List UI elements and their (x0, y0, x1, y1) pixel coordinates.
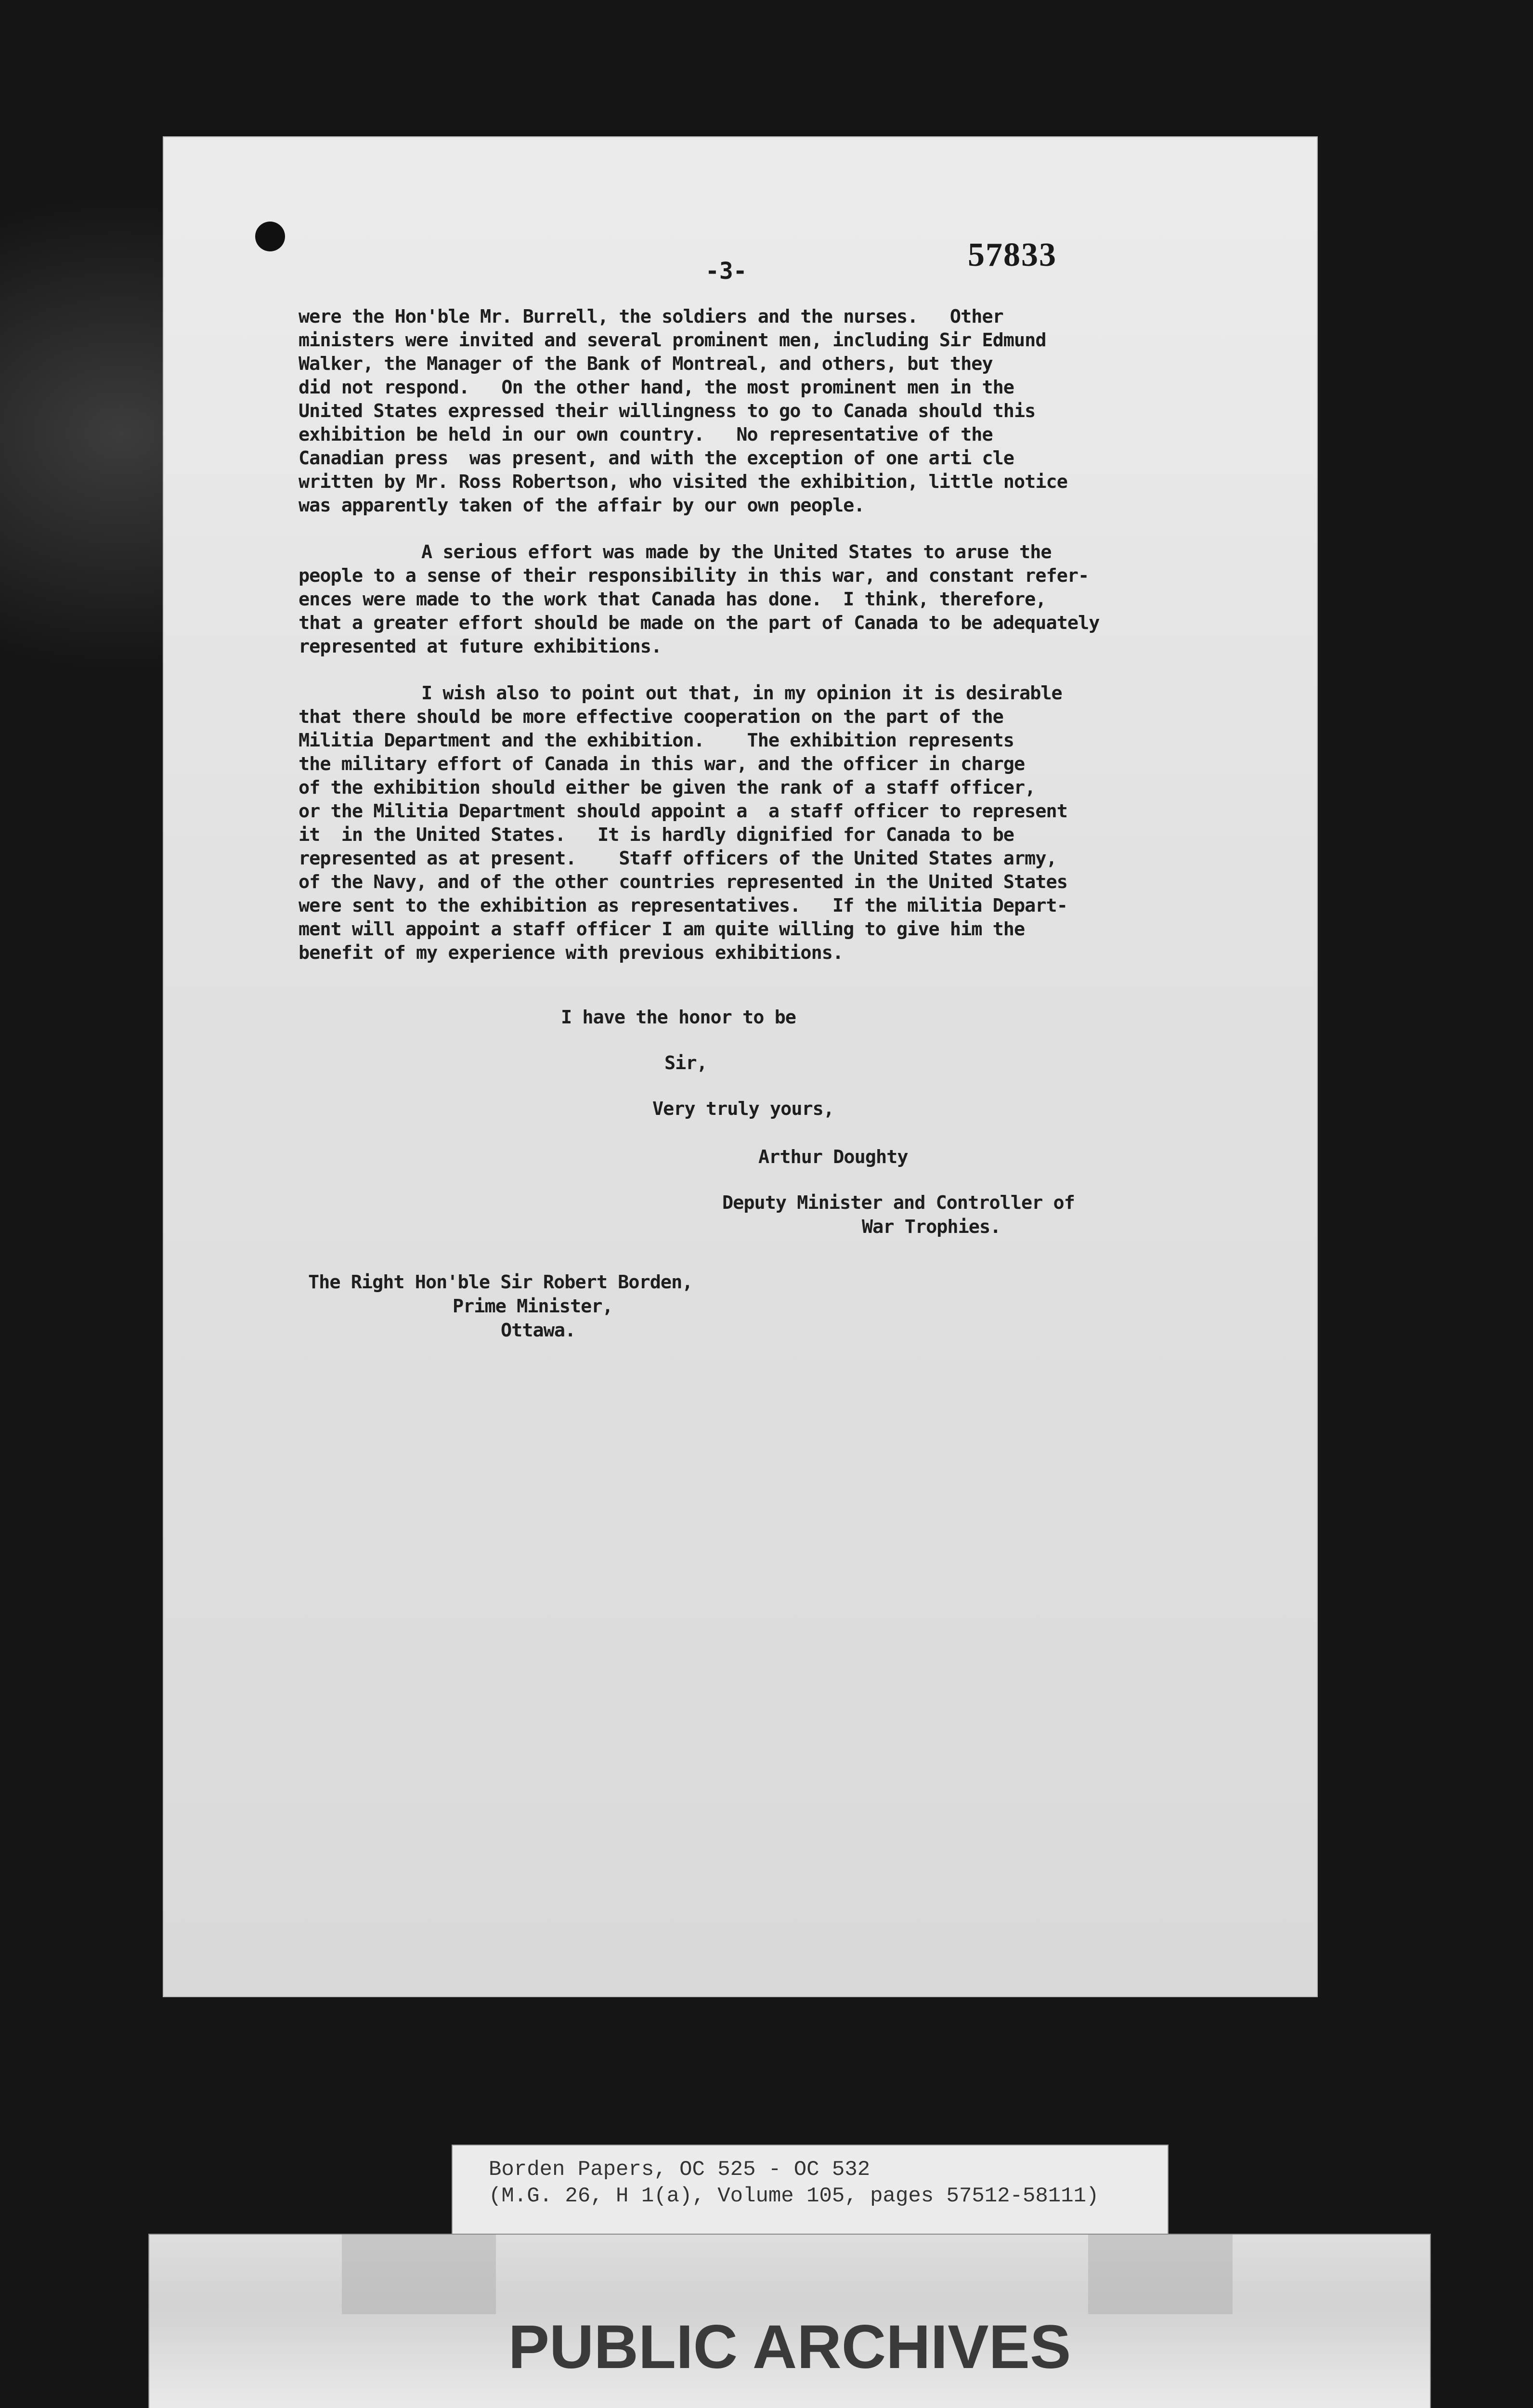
text-line: were sent to the exhibition as representatives. If the militia Depart- (299, 895, 1067, 916)
text-line: ministers were invited and several prominent men, including Sir Edmund (299, 329, 1046, 351)
signature: Arthur Doughty (758, 1146, 908, 1168)
text-line: were the Hon'ble Mr. Burrell, the soldiers and the nurses. Other (299, 306, 1003, 327)
archive-reference-line: (M.G. 26, H 1(a), Volume 105, pages 57512-58111) (489, 2184, 1099, 2208)
salutation: Sir, (664, 1052, 707, 1074)
text-line: I wish also to point out that, in my opinion it is desirable (421, 682, 1062, 704)
closing-line: I have the honor to be (561, 1007, 796, 1028)
document-page (164, 137, 1317, 1996)
text-line: that there should be more effective cooperation on the part of the (299, 706, 1003, 728)
banner-title-english: PUBLIC ARCHIVES (508, 2313, 1071, 2382)
letter-body (299, 305, 1334, 965)
text-line: exhibition be held in our own country. No representative of the (299, 424, 993, 445)
signatory-title: Deputy Minister and Controller of (722, 1192, 1075, 1214)
text-line: A serious effort was made by the United States to aruse the (421, 541, 1052, 563)
text-line: ences were made to the work that Canada has done. I think, therefore, (299, 589, 1046, 610)
text-line: that a greater effort should be made on the part of Canada to be adequately (299, 612, 1100, 634)
page-marker: -3- (705, 258, 747, 285)
text-line: was apparently taken of the affair by our own people. (299, 495, 865, 516)
text-line: Militia Department and the exhibition. The exhibition represents (299, 730, 1014, 751)
archive-reference-label (453, 2146, 1168, 2249)
text-line: represented at future exhibitions. (299, 636, 662, 657)
text-line: did not respond. On the other hand, the most prominent men in the (299, 377, 1014, 398)
addressee-city: Ottawa. (501, 1320, 576, 1341)
text-line: it in the United States. It is hardly dignified for Canada to be (299, 824, 1014, 846)
paragraph-2 (299, 540, 1334, 658)
text-line: of the exhibition should either be given the rank of a staff officer, (299, 777, 1036, 798)
text-line: or the Militia Department should appoint a a staff officer to represent (299, 800, 1067, 822)
valediction: Very truly yours, (652, 1098, 834, 1120)
text-line: Canadian press was present, and with the exception of one arti cle (299, 447, 1014, 469)
tape-strip (1088, 2235, 1233, 2314)
archive-reference-line: Borden Papers, OC 525 - OC 532 (489, 2158, 870, 2182)
paragraph-1 (299, 305, 1334, 517)
punch-hole (255, 222, 285, 251)
page-number-stamp: 57833 (968, 236, 1057, 274)
text-line: ment will appoint a staff officer I am quite willing to give him the (299, 918, 1025, 940)
public-archives-banner (149, 2235, 1430, 2408)
text-line: of the Navy, and of the other countries represented in the United States (299, 871, 1067, 893)
signatory-title-cont: War Trophies. (862, 1216, 1001, 1238)
paragraph-3 (299, 681, 1334, 965)
tape-strip (342, 2235, 496, 2314)
text-line: written by Mr. Ross Robertson, who visited the exhibition, little notice (299, 471, 1067, 493)
text-line: people to a sense of their responsibility in this war, and constant refer- (299, 565, 1089, 587)
text-line: the military effort of Canada in this war, and the officer in charge (299, 753, 1025, 775)
text-line: Walker, the Manager of the Bank of Montreal, and others, but they (299, 353, 993, 375)
text-line: benefit of my experience with previous exhibitions. (299, 942, 844, 964)
addressee-name: The Right Hon'ble Sir Robert Borden, (308, 1271, 693, 1293)
text-line: represented as at present. Staff officers of the United States army, (299, 848, 1057, 869)
text-line: United States expressed their willingness to go to Canada should this (299, 400, 1036, 422)
addressee-title: Prime Minister, (453, 1296, 613, 1317)
